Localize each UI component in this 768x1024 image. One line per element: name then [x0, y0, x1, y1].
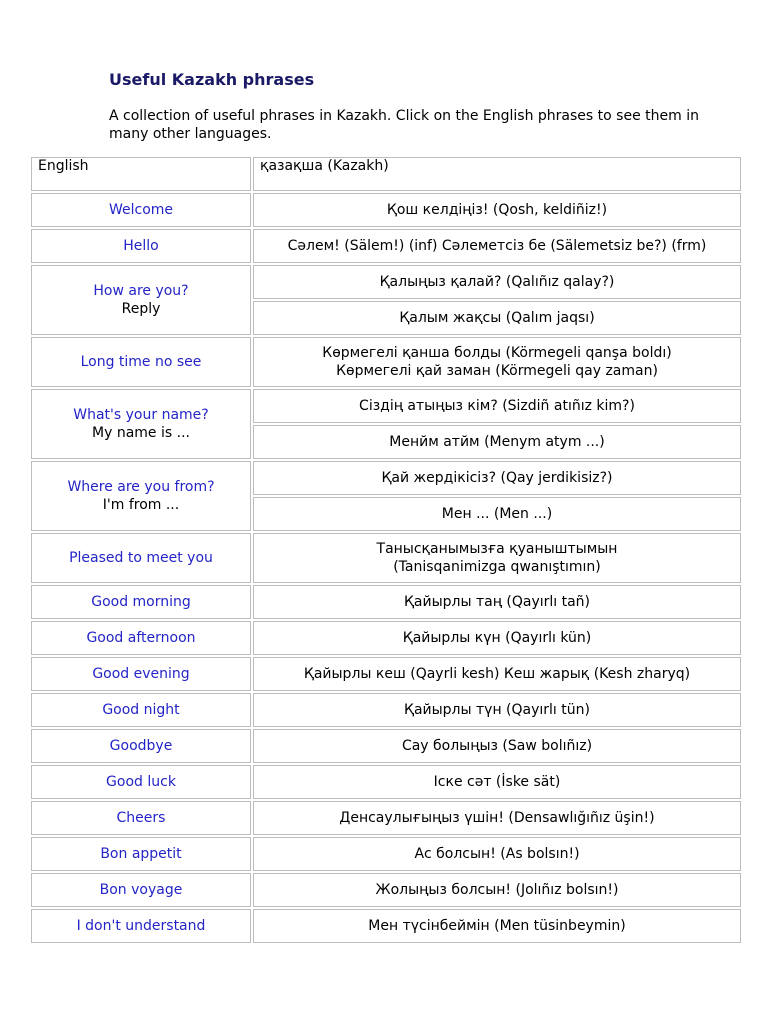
phrase-link-goodbye[interactable]: Goodbye	[31, 729, 251, 763]
phrase-cell-where-are-you-from	[31, 461, 251, 531]
table-row	[31, 265, 741, 299]
kazakh-translation: Қайырлы күн (Qayırlı kün)	[253, 621, 741, 655]
kazakh-translation: Қайырлы түн (Qayırlı tün)	[253, 693, 741, 727]
kazakh-translation	[253, 337, 741, 387]
phrase-link-where-are-you-from[interactable]: Where are you from?	[67, 479, 215, 495]
table-row	[31, 729, 741, 763]
kazakh-translation: Қай жердікісіз? (Qay jerdikisiz?)	[253, 461, 741, 495]
table-row	[31, 657, 741, 691]
table-row	[31, 193, 741, 227]
phrase-link-good-afternoon[interactable]: Good afternoon	[31, 621, 251, 655]
kazakh-reply: Қалым жақсы (Qalım jaqsı)	[253, 301, 741, 335]
table-row	[31, 693, 741, 727]
kazakh-translation: Қайырлы кеш (Qayrli kesh) Кеш жарық (Kesh zharyq)	[253, 657, 741, 691]
phrase-link-pleased-to-meet-you[interactable]: Pleased to meet you	[31, 533, 251, 583]
table-row	[31, 621, 741, 655]
table-row	[31, 873, 741, 907]
phrase-link-hello[interactable]: Hello	[31, 229, 251, 263]
kazakh-translation: Ас болсын! (As bolsın!)	[253, 837, 741, 871]
table-row	[31, 801, 741, 835]
kazakh-line: Көрмегелі қай заман (Körmegeli qay zaman)	[336, 363, 658, 379]
table-row	[31, 837, 741, 871]
kazakh-translation: Мен түсінбеймін (Men tüsinbeymin)	[253, 909, 741, 943]
phrase-link-how-are-you[interactable]: How are you?	[93, 283, 189, 299]
phrase-cell-whats-your-name	[31, 389, 251, 459]
kazakh-line: (Tanisqanimizga qwanıştımın)	[393, 559, 601, 575]
phrase-link-long-time-no-see[interactable]: Long time no see	[31, 337, 251, 387]
reply-label: I'm from ...	[102, 497, 180, 513]
page-title: Useful Kazakh phrases	[109, 70, 315, 89]
table-row	[31, 389, 741, 423]
kazakh-translation: Іске сәт (İske sät)	[253, 765, 741, 799]
phrase-link-whats-your-name[interactable]: What's your name?	[73, 407, 209, 423]
phrase-link-i-dont-understand[interactable]: I don't understand	[31, 909, 251, 943]
kazakh-translation: Сәлем! (Sälem!) (inf) Сәлеметсіз бе (Sälemetsiz be?) (frm)	[253, 229, 741, 263]
kazakh-translation: Сіздің атыңыз кім? (Sizdiñ atıñız kim?)	[253, 389, 741, 423]
phrases-table	[29, 155, 743, 945]
phrase-link-good-evening[interactable]: Good evening	[31, 657, 251, 691]
table-row	[31, 909, 741, 943]
kazakh-translation: Қалыңыз қалай? (Qalıñız qalay?)	[253, 265, 741, 299]
intro-text: A collection of useful phrases in Kazakh. Click on the English phrases to see them in many other languages.	[109, 108, 699, 142]
kazakh-line: Көрмегелі қанша болды (Körmegeli qanşa boldı)	[322, 345, 672, 361]
phrase-link-good-morning[interactable]: Good morning	[31, 585, 251, 619]
header-kazakh: қазақша (Kazakh)	[253, 157, 741, 191]
phrase-link-cheers[interactable]: Cheers	[31, 801, 251, 835]
table-row	[31, 533, 741, 583]
kazakh-translation: Сау болыңыз (Saw bolıñız)	[253, 729, 741, 763]
phrase-link-good-night[interactable]: Good night	[31, 693, 251, 727]
kazakh-line: Танысқанымызға қуаныштымын	[376, 541, 618, 557]
kazakh-translation	[253, 533, 741, 583]
kazakh-reply: Менйм атйм (Menym atym ...)	[253, 425, 741, 459]
kazakh-translation: Денсаулығыңыз үшін! (Densawlığıñız üşin!)	[253, 801, 741, 835]
kazakh-reply: Мен ... (Men ...)	[253, 497, 741, 531]
reply-label: Reply	[121, 301, 161, 317]
header-english: English	[31, 157, 251, 191]
phrase-link-bon-voyage[interactable]: Bon voyage	[31, 873, 251, 907]
phrase-link-good-luck[interactable]: Good luck	[31, 765, 251, 799]
kazakh-translation: Қайырлы таң (Qayırlı tañ)	[253, 585, 741, 619]
table-row	[31, 585, 741, 619]
table-header-row	[31, 157, 741, 191]
phrase-link-bon-appetit[interactable]: Bon appetit	[31, 837, 251, 871]
table-row	[31, 229, 741, 263]
phrase-cell-how-are-you	[31, 265, 251, 335]
phrase-link-welcome[interactable]: Welcome	[31, 193, 251, 227]
table-row	[31, 765, 741, 799]
kazakh-translation: Жолыңыз болсын! (Jolıñız bolsın!)	[253, 873, 741, 907]
table-row	[31, 461, 741, 495]
kazakh-translation: Қош келдіңіз! (Qosh, keldiñiz!)	[253, 193, 741, 227]
reply-label: My name is ...	[92, 425, 190, 441]
table-row	[31, 337, 741, 387]
